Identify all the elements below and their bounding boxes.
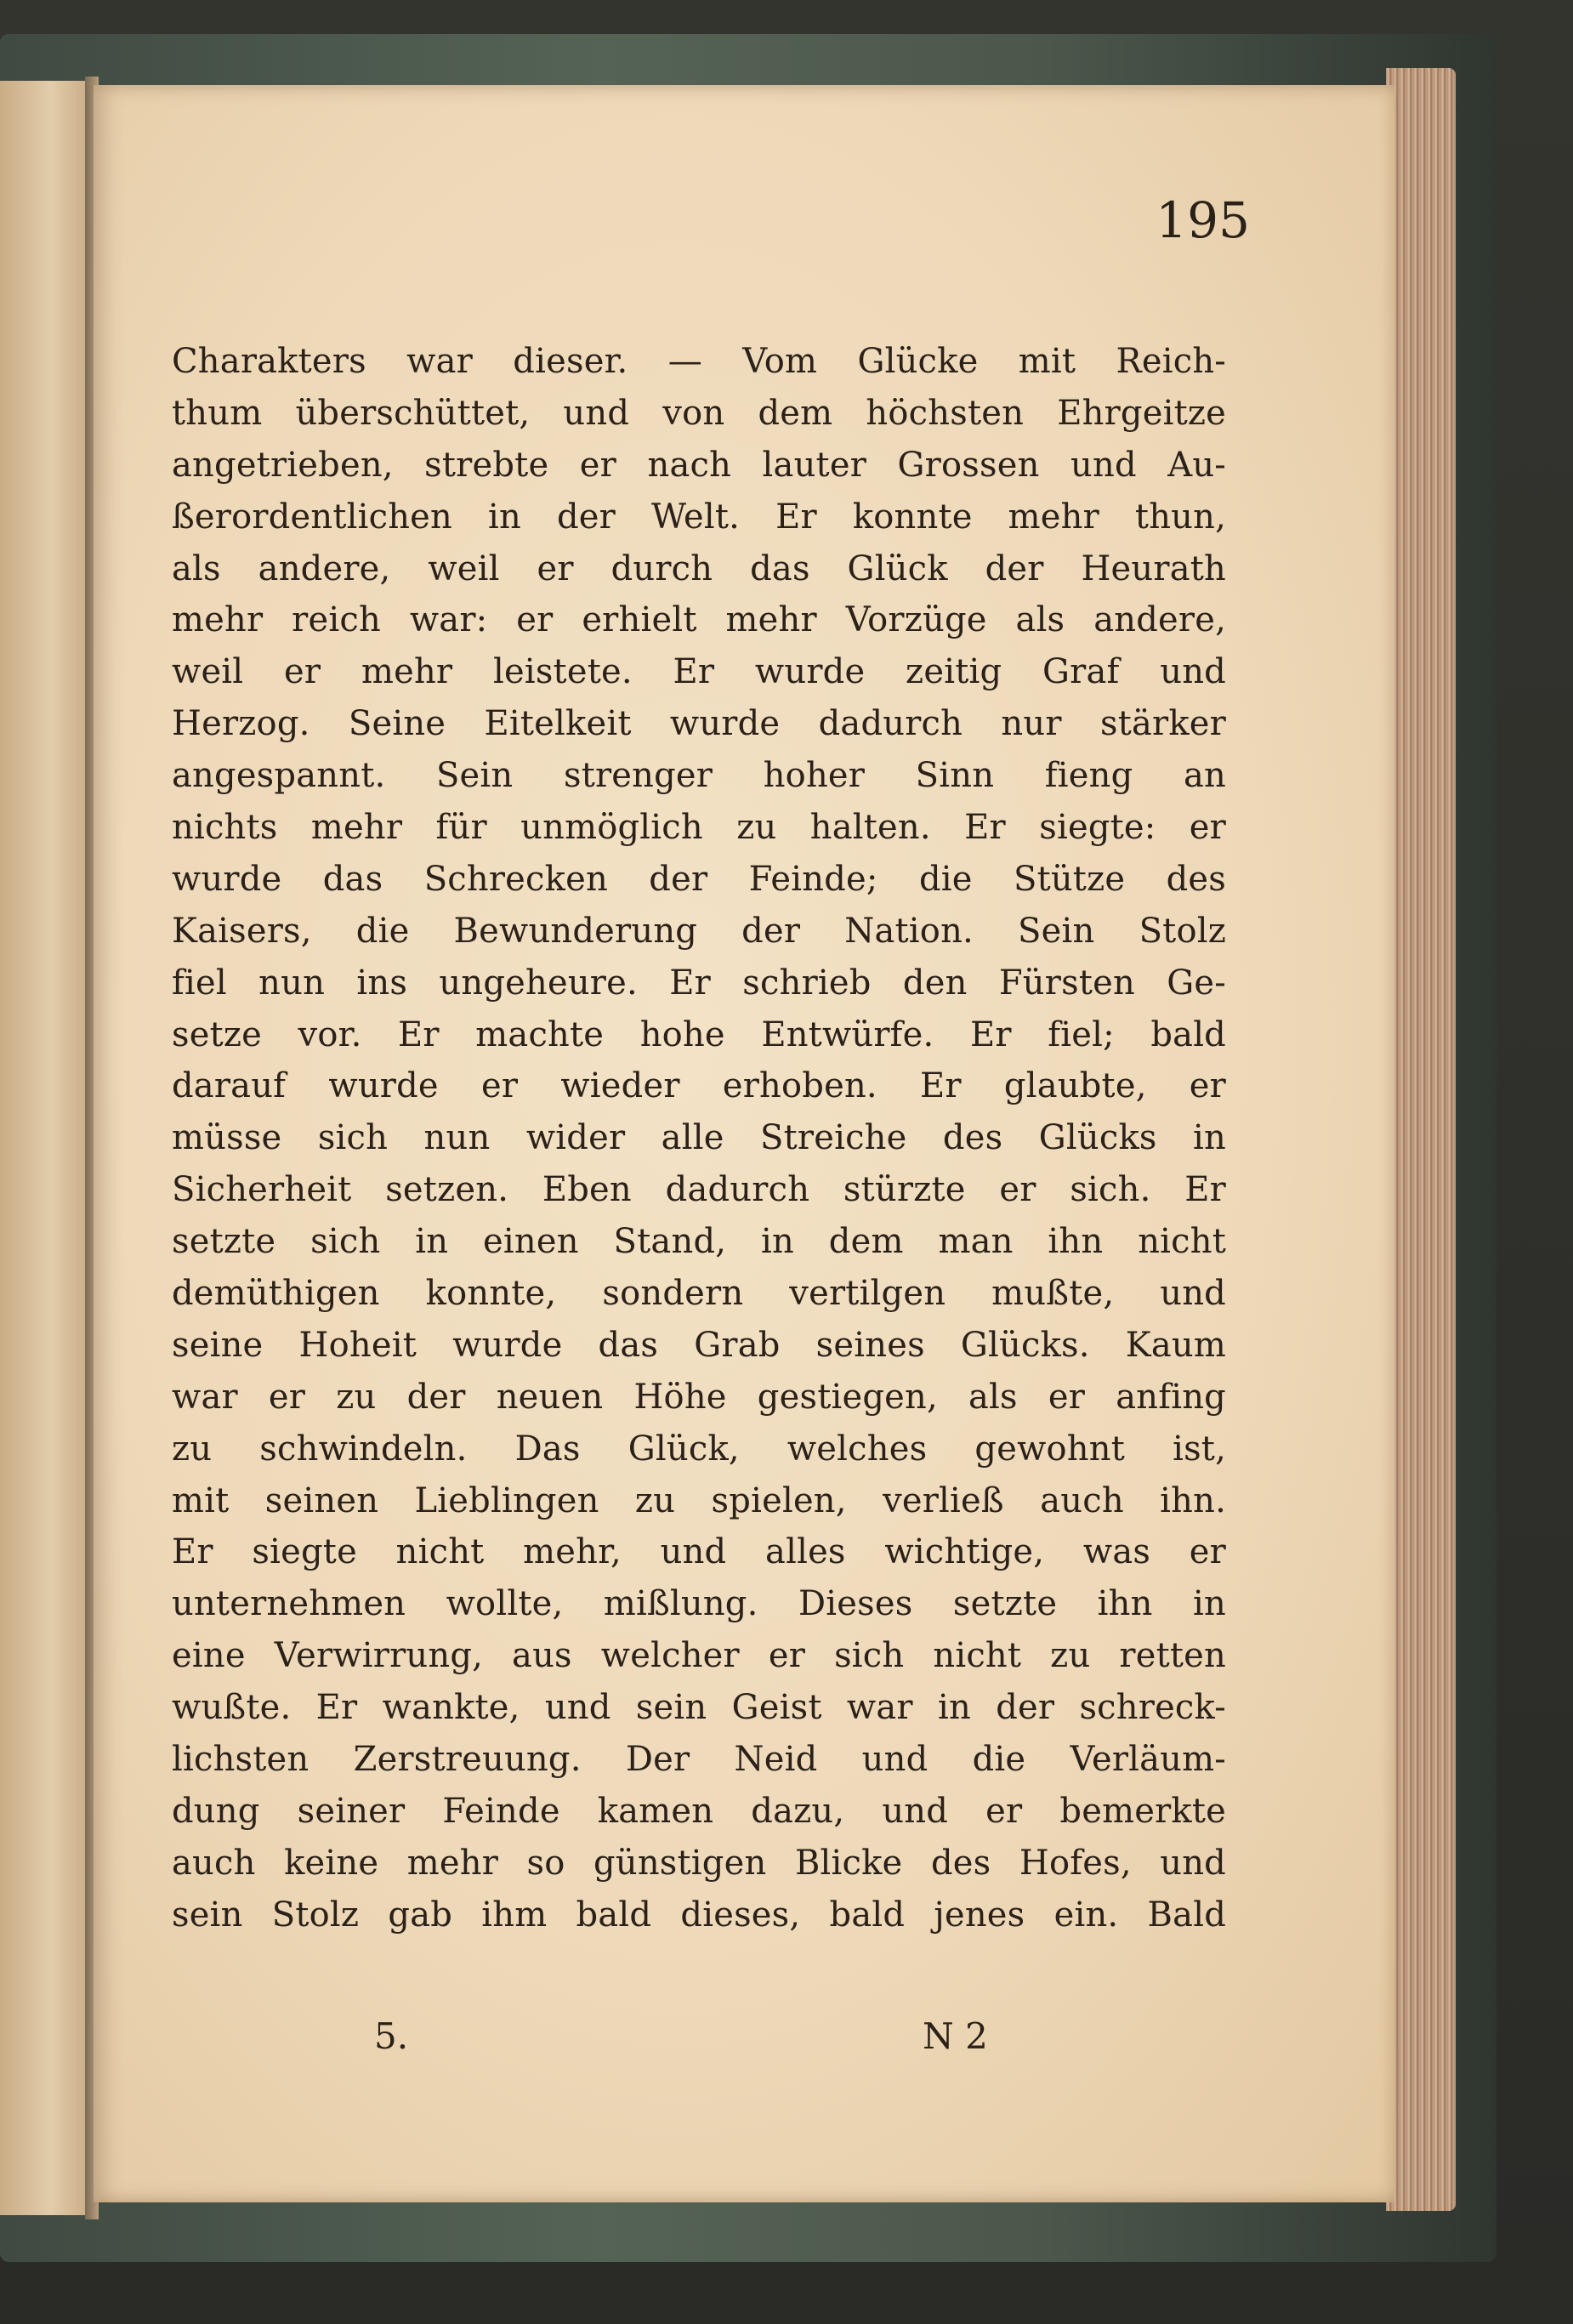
- text-line: fiel nun ins ungeheure. Er schrieb den Fürsten Ge-: [172, 963, 1226, 1003]
- text-line: lichsten Zerstreuung. Der Neid und die Verläum-: [172, 1740, 1226, 1780]
- text-line: Kaisers, die Bewunderung der Nation. Sein Stolz: [172, 911, 1226, 951]
- text-line: seine Hoheit wurde das Grab seines Glücks. Kaum: [172, 1325, 1226, 1365]
- text-line: Sicherheit setzen. Eben dadurch stürzte er sich. Er: [172, 1170, 1226, 1210]
- text-line: weil er mehr leistete. Er wurde zeitig Graf und: [172, 652, 1226, 692]
- text-line: mit seinen Lieblingen zu spielen, verließ auch ihn.: [172, 1480, 1226, 1520]
- page-number: 195: [1156, 191, 1250, 249]
- text-line: setzte sich in einen Stand, in dem man ihn nicht: [172, 1222, 1226, 1262]
- text-line: angetrieben, strebte er nach lauter Grossen und Au-: [172, 445, 1226, 485]
- text-line: dung seiner Feinde kamen dazu, und er bemerkte: [172, 1791, 1226, 1831]
- text-line: Er siegte nicht mehr, und alles wichtige, was er: [172, 1532, 1226, 1572]
- text-line: wußte. Er wankte, und sein Geist war in der schreck-: [172, 1688, 1226, 1728]
- left-page-edge: [0, 81, 88, 2215]
- text-line: als andere, weil er durch das Glück der Heurath: [172, 548, 1226, 588]
- text-line: ßerordentlichen in der Welt. Er konnte mehr thun,: [172, 497, 1226, 537]
- text-line: eine Verwirrung, aus welcher er sich nicht zu retten: [172, 1636, 1226, 1676]
- text-line: unternehmen wollte, mißlung. Dieses setzte ihn in: [172, 1584, 1226, 1624]
- text-line: thum überschüttet, und von dem höchsten Ehrgeitze: [172, 393, 1226, 433]
- text-line: müsse sich nun wider alle Streiche des Glücks in: [172, 1118, 1226, 1158]
- page-block-edges: [1386, 68, 1456, 2211]
- text-line: war er zu der neuen Höhe gestiegen, als er anfing: [172, 1377, 1226, 1417]
- text-line: setze vor. Er machte hohe Entwürfe. Er fiel; bald: [172, 1014, 1226, 1054]
- text-line: demüthigen konnte, sondern vertilgen mußte, und: [172, 1274, 1226, 1314]
- text-line: sein Stolz gab ihm bald dieses, bald jenes ein. Bald: [172, 1895, 1226, 1935]
- text-line: auch keine mehr so günstigen Blicke des Hofes, und: [172, 1843, 1226, 1883]
- text-line: Charakters war dieser. — Vom Glücke mit Reich-: [172, 342, 1226, 381]
- gathering-mark: N 2: [923, 2015, 988, 2057]
- text-line: wurde das Schrecken der Feinde; die Stütze des: [172, 859, 1226, 899]
- text-line: mehr reich war: er erhielt mehr Vorzüge als andere,: [172, 600, 1226, 640]
- body-text: [172, 336, 1226, 1941]
- text-line: zu schwindeln. Das Glück, welches gewohnt ist,: [172, 1429, 1226, 1469]
- text-line: angespannt. Sein strenger hoher Sinn fieng an: [172, 756, 1226, 796]
- text-line: Herzog. Seine Eitelkeit wurde dadurch nur stärker: [172, 704, 1226, 744]
- signature-mark: 5.: [374, 2015, 409, 2057]
- text-line: darauf wurde er wieder erhoben. Er glaubte, er: [172, 1066, 1226, 1106]
- text-line: nichts mehr für unmöglich zu halten. Er siegte: er: [172, 808, 1226, 848]
